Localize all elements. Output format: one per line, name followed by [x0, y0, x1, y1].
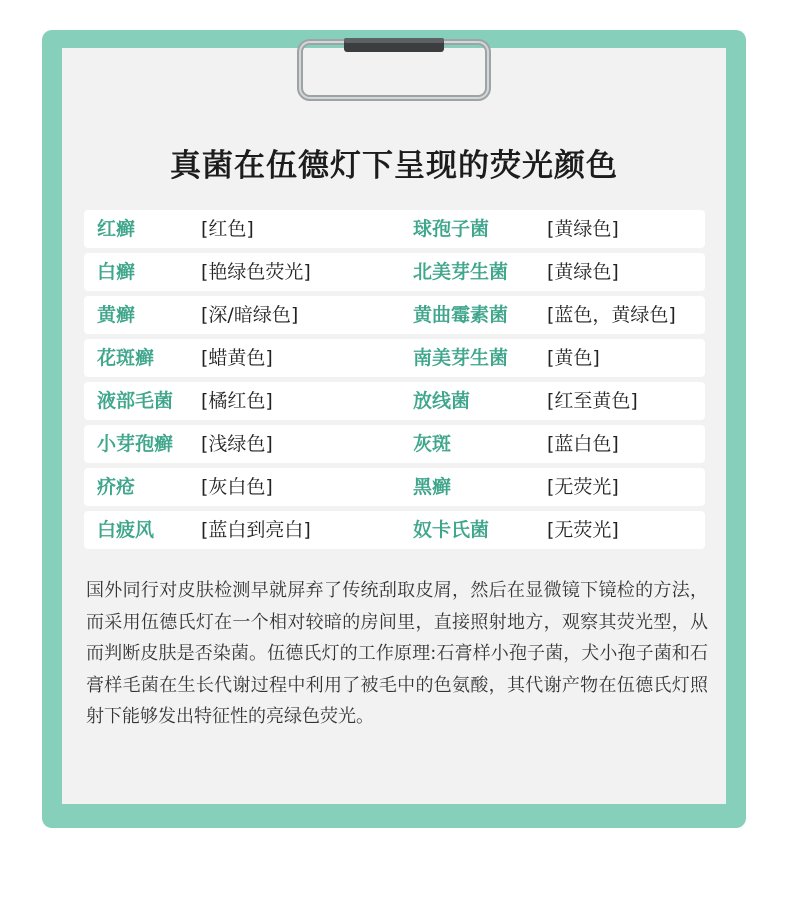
- fungus-name-right: 黄曲霉素菌: [413, 304, 509, 326]
- fluorescence-color-left: [灰白色]: [201, 476, 273, 498]
- table-row: [84, 210, 705, 248]
- fungus-name-right: 奴卡氏菌: [413, 519, 490, 541]
- fungus-name-left: 液部毛菌: [97, 390, 174, 412]
- fungus-name-right: 灰斑: [413, 433, 452, 455]
- fluorescence-color-right: [黄色]: [547, 347, 600, 369]
- table-row: [84, 511, 705, 549]
- table-row: [84, 382, 705, 420]
- fluorescence-color-right: [蓝色，黄绿色]: [547, 304, 676, 326]
- fungus-name-right: 黑癣: [413, 476, 452, 498]
- fluorescence-color-right: [无荧光]: [547, 519, 619, 541]
- page-title: 真菌在伍德灯下呈现的荧光颜色: [170, 148, 618, 184]
- table-row: [84, 468, 705, 506]
- description-text: 国外同行对皮肤检测早就屏弃了传统刮取皮屑，然后在显微镜下镜检的方法，而采用伍德氏灯在一个相对较暗的房间里，直接照射地方，观察其荧光型，从而判断皮肤是否染菌。伍德氏灯的工作原理:石膏样小孢子菌，犬小孢子菌和石膏样毛菌在生长代谢过程中利用了被毛中的色氨酸，其代谢产物在伍德氏灯照射下能够发出特征性的亮绿色荧光。: [86, 580, 708, 728]
- fungus-name-right: 球孢子菌: [413, 218, 490, 240]
- clipboard-clip-icon: [296, 38, 492, 102]
- fluorescence-color-left: [浅绿色]: [201, 433, 273, 455]
- table-row: [84, 339, 705, 377]
- fluorescence-color-left: [艳绿色荧光]: [201, 261, 311, 283]
- fungus-name-right: 北美芽生菌: [413, 261, 509, 283]
- fluorescence-color-right: [黄绿色]: [547, 218, 619, 240]
- fluorescence-color-left: [蜡黄色]: [201, 347, 273, 369]
- fluorescence-table: [84, 210, 705, 554]
- table-row: [84, 425, 705, 463]
- fungus-name-right: 南美芽生菌: [413, 347, 509, 369]
- fluorescence-color-right: [黄绿色]: [547, 261, 619, 283]
- fungus-name-left: 疥疮: [97, 476, 136, 498]
- fluorescence-color-right: [蓝白色]: [547, 433, 619, 455]
- fluorescence-color-left: [橘红色]: [201, 390, 273, 412]
- fluorescence-color-right: [无荧光]: [547, 476, 619, 498]
- table-row: [84, 253, 705, 291]
- fluorescence-color-left: [蓝白到亮白]: [201, 519, 311, 541]
- fungus-name-right: 放线菌: [413, 390, 471, 412]
- fungus-name-left: 白疲风: [97, 519, 155, 541]
- fungus-name-left: 红癣: [97, 218, 136, 240]
- fluorescence-color-left: [红色]: [201, 218, 254, 240]
- table-row: [84, 296, 705, 334]
- fungus-name-left: 花斑癣: [97, 347, 155, 369]
- fungus-name-left: 白癣: [97, 261, 136, 283]
- fungus-name-left: 小芽孢癣: [97, 433, 174, 455]
- fungus-name-left: 黄癣: [97, 304, 136, 326]
- fluorescence-color-right: [红至黄色]: [547, 390, 638, 412]
- fluorescence-color-left: [深/暗绿色]: [201, 304, 299, 326]
